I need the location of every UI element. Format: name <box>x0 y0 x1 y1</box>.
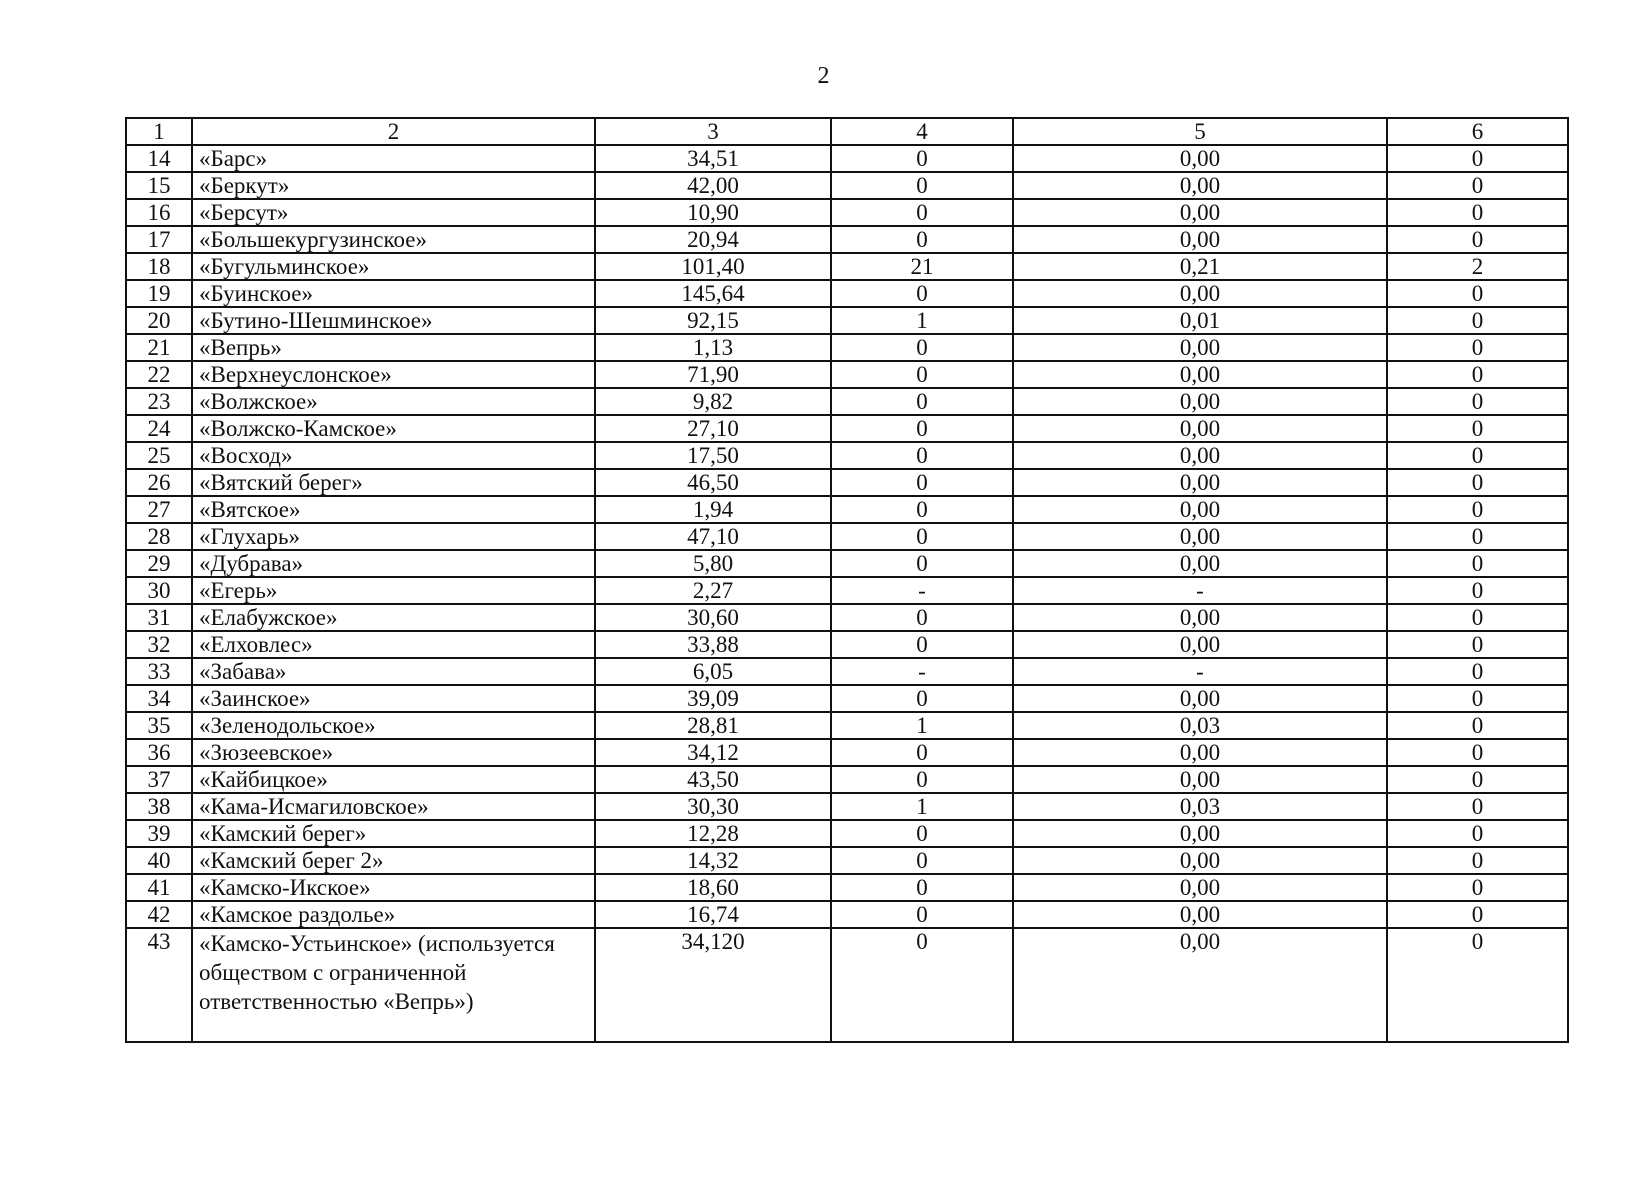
value-cell: 0 <box>1387 334 1568 361</box>
header-row <box>126 118 1568 145</box>
row-number-cell: 27 <box>126 496 192 523</box>
table-row <box>126 415 1568 442</box>
area-cell: 34,12 <box>595 739 831 766</box>
table-row <box>126 145 1568 172</box>
table-row <box>126 604 1568 631</box>
table-row <box>126 523 1568 550</box>
value-cell: 0 <box>1387 739 1568 766</box>
area-cell: 92,15 <box>595 307 831 334</box>
column-number-header: 2 <box>192 118 595 145</box>
value-cell: 0 <box>1387 496 1568 523</box>
area-cell: 34,120 <box>595 928 831 1042</box>
name-cell: «Вепрь» <box>192 334 595 361</box>
value-cell: 0 <box>1387 442 1568 469</box>
name-cell: «Глухарь» <box>192 523 595 550</box>
name-cell: «Буинское» <box>192 280 595 307</box>
count-cell: 0 <box>831 766 1013 793</box>
count-cell: 0 <box>831 739 1013 766</box>
name-cell: «Волжское» <box>192 388 595 415</box>
value-cell: 0 <box>1387 901 1568 928</box>
table-row <box>126 712 1568 739</box>
value-cell: 0 <box>1387 712 1568 739</box>
area-cell: 28,81 <box>595 712 831 739</box>
table-row <box>126 496 1568 523</box>
name-cell: «Берсут» <box>192 199 595 226</box>
density-cell: 0,00 <box>1013 901 1387 928</box>
table-row <box>126 469 1568 496</box>
count-cell: 0 <box>831 928 1013 1042</box>
count-cell: 0 <box>831 847 1013 874</box>
count-cell: 0 <box>831 820 1013 847</box>
row-number-cell: 31 <box>126 604 192 631</box>
density-cell: 0,00 <box>1013 280 1387 307</box>
name-cell: «Восход» <box>192 442 595 469</box>
row-number-cell: 30 <box>126 577 192 604</box>
value-cell: 0 <box>1387 388 1568 415</box>
row-number-cell: 39 <box>126 820 192 847</box>
name-cell: «Елховлес» <box>192 631 595 658</box>
density-cell: 0,00 <box>1013 820 1387 847</box>
count-cell: 1 <box>831 712 1013 739</box>
table-row <box>126 361 1568 388</box>
area-cell: 14,32 <box>595 847 831 874</box>
name-cell: «Беркут» <box>192 172 595 199</box>
table-row <box>126 199 1568 226</box>
value-cell: 0 <box>1387 172 1568 199</box>
table-row <box>126 226 1568 253</box>
column-number-header: 1 <box>126 118 192 145</box>
value-cell: 0 <box>1387 280 1568 307</box>
density-cell: 0,00 <box>1013 847 1387 874</box>
density-cell: 0,00 <box>1013 739 1387 766</box>
count-cell: - <box>831 658 1013 685</box>
table-row <box>126 550 1568 577</box>
value-cell: 0 <box>1387 874 1568 901</box>
count-cell: 0 <box>831 874 1013 901</box>
name-cell: «Камское раздолье» <box>192 901 595 928</box>
count-cell: 0 <box>831 604 1013 631</box>
count-cell: 0 <box>831 361 1013 388</box>
area-cell: 1,13 <box>595 334 831 361</box>
name-cell: «Забава» <box>192 658 595 685</box>
value-cell: 0 <box>1387 550 1568 577</box>
table-row <box>126 253 1568 280</box>
density-cell: 0,00 <box>1013 928 1387 1042</box>
name-cell: «Камский берег» <box>192 820 595 847</box>
count-cell: 0 <box>831 901 1013 928</box>
density-cell: 0,03 <box>1013 793 1387 820</box>
name-cell: «Волжско-Камское» <box>192 415 595 442</box>
row-number-cell: 19 <box>126 280 192 307</box>
count-cell: 0 <box>831 145 1013 172</box>
value-cell: 0 <box>1387 631 1568 658</box>
density-cell: 0,00 <box>1013 685 1387 712</box>
row-number-cell: 29 <box>126 550 192 577</box>
count-cell: 0 <box>831 226 1013 253</box>
row-number-cell: 14 <box>126 145 192 172</box>
value-cell: 0 <box>1387 523 1568 550</box>
value-cell: 0 <box>1387 793 1568 820</box>
value-cell: 0 <box>1387 469 1568 496</box>
table-row <box>126 901 1568 928</box>
count-cell: 0 <box>831 469 1013 496</box>
table-row <box>126 280 1568 307</box>
area-cell: 34,51 <box>595 145 831 172</box>
value-cell: 0 <box>1387 685 1568 712</box>
density-cell: 0,00 <box>1013 388 1387 415</box>
density-cell: 0,00 <box>1013 334 1387 361</box>
count-cell: 1 <box>831 307 1013 334</box>
count-cell: 0 <box>831 523 1013 550</box>
density-cell: 0,21 <box>1013 253 1387 280</box>
area-cell: 17,50 <box>595 442 831 469</box>
table-row <box>126 874 1568 901</box>
count-cell: 0 <box>831 388 1013 415</box>
area-cell: 47,10 <box>595 523 831 550</box>
count-cell: 0 <box>831 496 1013 523</box>
density-cell: - <box>1013 577 1387 604</box>
value-cell: 0 <box>1387 766 1568 793</box>
value-cell: 0 <box>1387 658 1568 685</box>
name-cell: «Кама-Исмагиловское» <box>192 793 595 820</box>
table-row <box>126 847 1568 874</box>
row-number-cell: 34 <box>126 685 192 712</box>
area-cell: 30,60 <box>595 604 831 631</box>
name-cell: «Барс» <box>192 145 595 172</box>
name-cell: «Заинское» <box>192 685 595 712</box>
name-cell: «Елабужское» <box>192 604 595 631</box>
density-cell: 0,00 <box>1013 469 1387 496</box>
area-cell: 9,82 <box>595 388 831 415</box>
row-number-cell: 16 <box>126 199 192 226</box>
name-cell: «Камский берег 2» <box>192 847 595 874</box>
value-cell: 0 <box>1387 145 1568 172</box>
table-row <box>126 172 1568 199</box>
table-row <box>126 631 1568 658</box>
row-number-cell: 15 <box>126 172 192 199</box>
density-cell: 0,00 <box>1013 631 1387 658</box>
column-number-header: 4 <box>831 118 1013 145</box>
name-cell: «Большекургузинское» <box>192 226 595 253</box>
density-cell: 0,00 <box>1013 604 1387 631</box>
area-cell: 6,05 <box>595 658 831 685</box>
table-row <box>126 307 1568 334</box>
row-number-cell: 38 <box>126 793 192 820</box>
row-number-cell: 43 <box>126 928 192 1042</box>
value-cell: 0 <box>1387 604 1568 631</box>
count-cell: - <box>831 577 1013 604</box>
row-number-cell: 35 <box>126 712 192 739</box>
name-cell: «Дубрава» <box>192 550 595 577</box>
density-cell: - <box>1013 658 1387 685</box>
name-cell: «Вятский берег» <box>192 469 595 496</box>
density-cell: 0,00 <box>1013 496 1387 523</box>
column-number-header: 5 <box>1013 118 1387 145</box>
area-cell: 5,80 <box>595 550 831 577</box>
area-cell: 39,09 <box>595 685 831 712</box>
value-cell: 0 <box>1387 199 1568 226</box>
density-cell: 0,00 <box>1013 874 1387 901</box>
value-cell: 0 <box>1387 361 1568 388</box>
row-number-cell: 18 <box>126 253 192 280</box>
name-cell: «Зюзеевское» <box>192 739 595 766</box>
row-number-cell: 28 <box>126 523 192 550</box>
area-cell: 101,40 <box>595 253 831 280</box>
density-cell: 0,00 <box>1013 199 1387 226</box>
row-number-cell: 42 <box>126 901 192 928</box>
table-row <box>126 928 1568 1042</box>
area-cell: 18,60 <box>595 874 831 901</box>
count-cell: 1 <box>831 793 1013 820</box>
row-number-cell: 32 <box>126 631 192 658</box>
area-cell: 42,00 <box>595 172 831 199</box>
area-cell: 43,50 <box>595 766 831 793</box>
count-cell: 0 <box>831 199 1013 226</box>
count-cell: 0 <box>831 631 1013 658</box>
density-cell: 0,00 <box>1013 442 1387 469</box>
name-cell: «Зеленодольское» <box>192 712 595 739</box>
table-row <box>126 685 1568 712</box>
value-cell: 0 <box>1387 928 1568 1042</box>
value-cell: 0 <box>1387 415 1568 442</box>
density-cell: 0,03 <box>1013 712 1387 739</box>
area-cell: 46,50 <box>595 469 831 496</box>
table-row <box>126 334 1568 361</box>
row-number-cell: 20 <box>126 307 192 334</box>
table-row <box>126 820 1568 847</box>
density-cell: 0,00 <box>1013 766 1387 793</box>
row-number-cell: 41 <box>126 874 192 901</box>
value-cell: 0 <box>1387 847 1568 874</box>
area-cell: 16,74 <box>595 901 831 928</box>
table-row <box>126 739 1568 766</box>
area-cell: 2,27 <box>595 577 831 604</box>
count-cell: 0 <box>831 415 1013 442</box>
row-number-cell: 33 <box>126 658 192 685</box>
area-cell: 145,64 <box>595 280 831 307</box>
density-cell: 0,00 <box>1013 523 1387 550</box>
name-cell: «Бугульминское» <box>192 253 595 280</box>
density-cell: 0,00 <box>1013 172 1387 199</box>
area-cell: 20,94 <box>595 226 831 253</box>
row-number-cell: 22 <box>126 361 192 388</box>
count-cell: 0 <box>831 550 1013 577</box>
data-table <box>125 117 1569 1043</box>
row-number-cell: 23 <box>126 388 192 415</box>
name-cell: «Камско-Устьинское» (используется обществом с ограниченной ответственностью «Вепрь») <box>192 928 595 1042</box>
density-cell: 0,00 <box>1013 415 1387 442</box>
count-cell: 0 <box>831 442 1013 469</box>
row-number-cell: 26 <box>126 469 192 496</box>
table-row <box>126 766 1568 793</box>
table-row <box>126 793 1568 820</box>
count-cell: 0 <box>831 280 1013 307</box>
value-cell: 2 <box>1387 253 1568 280</box>
column-number-header: 6 <box>1387 118 1568 145</box>
row-number-cell: 24 <box>126 415 192 442</box>
page-number: 2 <box>817 63 830 89</box>
table-row <box>126 388 1568 415</box>
name-cell: «Кайбицкое» <box>192 766 595 793</box>
count-cell: 0 <box>831 334 1013 361</box>
density-cell: 0,00 <box>1013 226 1387 253</box>
area-cell: 1,94 <box>595 496 831 523</box>
area-cell: 71,90 <box>595 361 831 388</box>
area-cell: 33,88 <box>595 631 831 658</box>
density-cell: 0,00 <box>1013 550 1387 577</box>
value-cell: 0 <box>1387 577 1568 604</box>
table-body <box>126 118 1568 1042</box>
name-cell: «Верхнеуслонское» <box>192 361 595 388</box>
table-row <box>126 658 1568 685</box>
row-number-cell: 17 <box>126 226 192 253</box>
column-number-header: 3 <box>595 118 831 145</box>
table-row <box>126 442 1568 469</box>
row-number-cell: 36 <box>126 739 192 766</box>
density-cell: 0,00 <box>1013 145 1387 172</box>
value-cell: 0 <box>1387 307 1568 334</box>
area-cell: 27,10 <box>595 415 831 442</box>
row-number-cell: 40 <box>126 847 192 874</box>
count-cell: 21 <box>831 253 1013 280</box>
value-cell: 0 <box>1387 820 1568 847</box>
density-cell: 0,01 <box>1013 307 1387 334</box>
name-cell: «Вятское» <box>192 496 595 523</box>
name-cell: «Бутино-Шешминское» <box>192 307 595 334</box>
name-cell: «Камско-Икское» <box>192 874 595 901</box>
count-cell: 0 <box>831 172 1013 199</box>
area-cell: 12,28 <box>595 820 831 847</box>
row-number-cell: 21 <box>126 334 192 361</box>
area-cell: 10,90 <box>595 199 831 226</box>
area-cell: 30,30 <box>595 793 831 820</box>
count-cell: 0 <box>831 685 1013 712</box>
value-cell: 0 <box>1387 226 1568 253</box>
density-cell: 0,00 <box>1013 361 1387 388</box>
row-number-cell: 37 <box>126 766 192 793</box>
name-cell: «Егерь» <box>192 577 595 604</box>
row-number-cell: 25 <box>126 442 192 469</box>
table-row <box>126 577 1568 604</box>
